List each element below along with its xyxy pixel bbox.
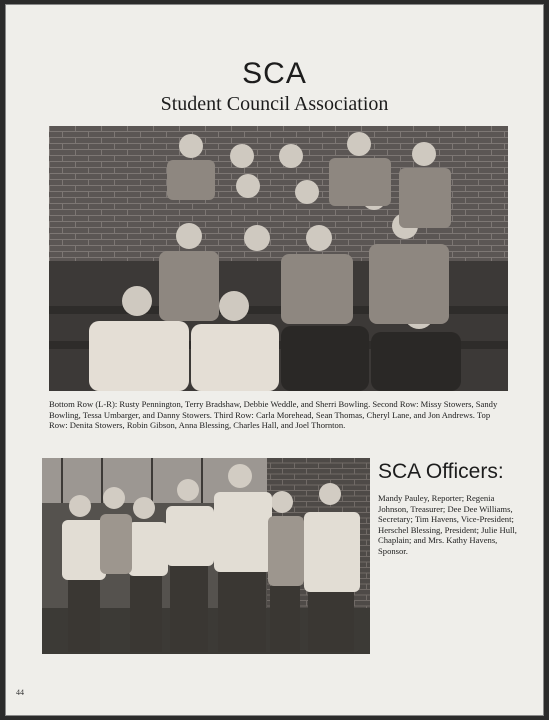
yearbook-page [5,4,544,716]
group-photo [49,126,508,391]
officers-photo [42,458,370,654]
group-photo-image [49,126,508,391]
officers-caption: Mandy Pauley, Reporter; Regenia Johnson, Treasurer; Dee Dee Williams, Secretary; Tim Havens, Vice-President; Herschel Blessing, President; Julie Hull, Chaplain; and Mrs. Kathy Havens, Sponsor. [378,493,517,556]
officers-photo-image [42,458,370,654]
officers-heading: SCA Officers: [378,460,504,483]
page-number: 44 [16,688,24,697]
page-subtitle: Student Council Association [160,93,389,115]
page-title: SCA [242,57,307,90]
group-photo-caption: Bottom Row (L-R): Rusty Pennington, Terry Bradshaw, Debbie Weddle, and Sherri Bowling. Second Row: Missy Stowers, Sandy Bowling, Tessa Umbarger, and Danny Stowers. Third Row: Carla Morehead, Sean Thomas, Cheryl Lane, and Jon Andrews. Top Row: Denita Stowers, Robin Gibson, Anna Blessing, Charles Hall, and Joel Thornton. [49,399,498,431]
